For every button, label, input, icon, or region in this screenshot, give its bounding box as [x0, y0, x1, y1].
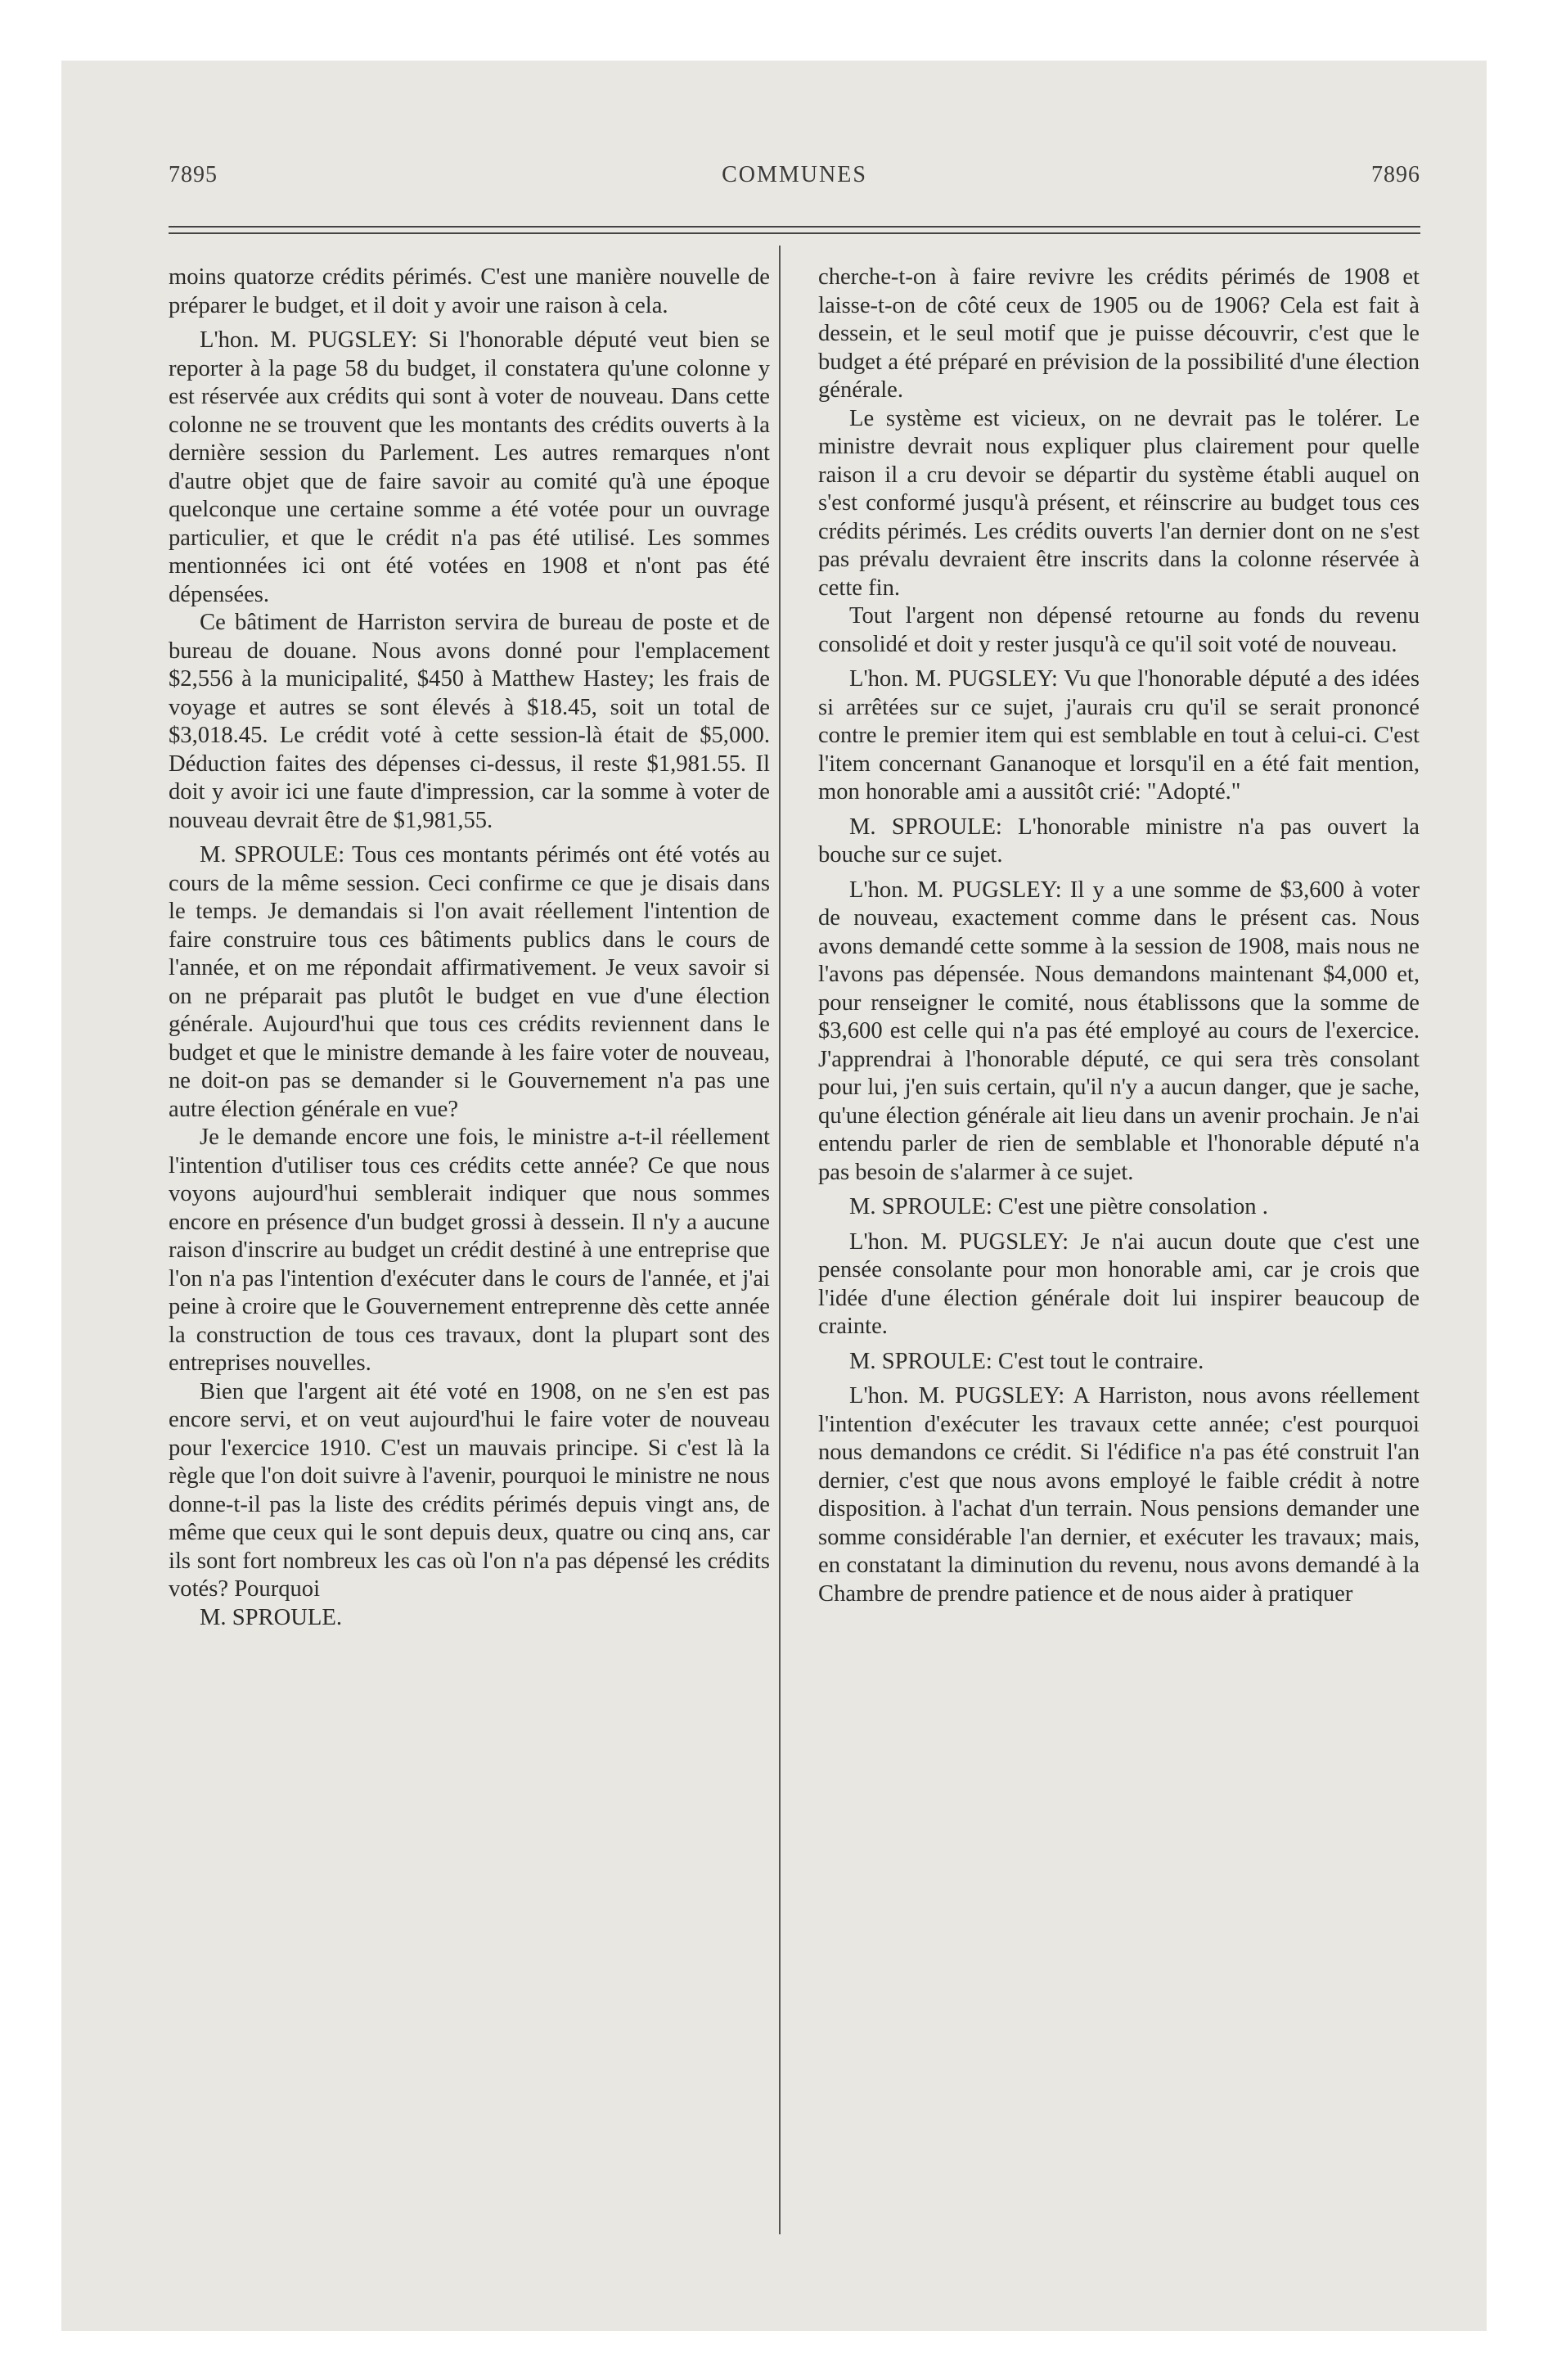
paragraph: M. SPROULE: L'honorable ministre n'a pas ouvert la bouche sur ce sujet. — [818, 814, 1420, 868]
page-number-right: 7896 — [1371, 162, 1420, 187]
speaker-footer: M. SPROULE. — [200, 1604, 342, 1630]
header-rule — [169, 226, 1420, 234]
column-divider — [779, 246, 781, 2234]
paragraph: L'hon. M. PUGSLEY: Je n'ai aucun doute que c'est une pensée consolante pour mon honorable ami, car je crois que l'idée d'une élection générale doit lui inspirer beaucoup de crainte. — [818, 1228, 1420, 1339]
paragraph: M. SPROULE: C'est tout le contraire. — [849, 1348, 1204, 1374]
paragraph: L'hon. M. PUGSLEY: Si l'honorable député veut bien se reporter à la page 58 du budget, il constatera qu'une colonne y est réservée aux crédits qui sont à voter de nouveau. Dans cette colonne ne se trouvent que les montants des crédits ouverts à la dernière session du Parlement. Les autres remarques n'ont d'autre objet que de faire savoir au comité qu'à une époque quelconque une certaine somme a été votée pour un ouvrage particulier, et que le crédit n'a pas été utilisé. Les sommes mentionnées ici ont été votées en 1908 et n'ont pas été dépensées. — [169, 327, 770, 607]
paragraph: Tout l'argent non dépensé retourne au fonds du revenu consolidé et doit y rester jusqu'à ce qu'il soit voté de nouveau. — [818, 603, 1420, 657]
page-header — [169, 162, 1420, 195]
left-column — [169, 264, 770, 1632]
paragraph: Le système est vicieux, on ne devrait pas le tolérer. Le ministre devrait nous expliquer plus clairement pour quelle raison il a cru devoir se départir du système établi auquel on s'est conformé jusqu'à présent, et réinscrire au budget tous ces crédits périmés. Les crédits ouverts l'an dernier dont on ne s'est pas prévalu devraient être inscrits dans la colonne réservée à cette fin. — [818, 405, 1420, 601]
paragraph: moins quatorze crédits périmés. C'est une manière nouvelle de préparer le budget, et il doit y avoir une raison à cela. — [169, 264, 770, 318]
paragraph: M. SPROULE: Tous ces montants périmés ont été votés au cours de la même session. Ceci confirme ce que je disais dans le temps. Je demandais si l'on avait réellement l'intention de faire construire tous ces bâtiments publics dans le cours de l'année, et on me répondait affirmativement. Je veux savoir si on ne préparait pas plutôt le budget en vue d'une élection générale. Aujourd'hui que tous ces crédits reviennent dans le budget et que le ministre demande à les faire voter de nouveau, ne doit-on pas se demander si le Gouvernement n'a pas une autre élection générale en vue? — [169, 842, 770, 1122]
page-number-left: 7895 — [169, 162, 218, 187]
right-column — [818, 264, 1420, 1608]
paragraph: M. SPROULE: C'est une piètre consolation . — [849, 1194, 1268, 1219]
paragraph: Je le demande encore une fois, le ministre a-t-il réellement l'intention d'utiliser tous ces crédits cette année? Ce que nous voyons aujourd'hui semblerait indiquer que nous sommes encore en présence d'un budget grossi à dessein. Il n'y a aucune raison d'inscrire au budget un crédit destiné à une entreprise que l'on n'a pas l'intention d'exécuter dans le cours de l'année, et j'ai peine à croire que le Gouvernement entreprenne dès cette année la construction de tous ces travaux, dont la plupart sont des entreprises nouvelles. — [169, 1125, 770, 1376]
paragraph: Bien que l'argent ait été voté en 1908, on ne s'en est pas encore servi, et on veut aujourd'hui le faire voter de nouveau pour l'exercice 1910. C'est un mauvais principe. Si c'est là la règle que l'on doit suivre à l'avenir, pourquoi le ministre ne nous donne-t-il pas la liste des crédits périmés depuis vingt ans, de même que ceux qui le sont depuis deux, quatre ou cinq ans, car ils sont fort nombreux les cas où l'on n'a pas dépensé les crédits votés? Pourquoi — [169, 1378, 770, 1602]
paragraph: Ce bâtiment de Harriston servira de bureau de poste et de bureau de douane. Nous avons donné pour l'emplacement $2,556 à la municipalité, $450 à Matthew Hastey; les frais de voyage et autres se sont élevés à $18.45, soit un total de $3,018.45. Le crédit voté à cette session-là était de $5,000. Déduction faites des dépenses ci-dessus, il reste $1,981.55. Il doit y avoir ici une faute d'impression, car la somme à voter de nouveau devrait être de $1,981,55. — [169, 610, 770, 833]
page-title: COMMUNES — [722, 162, 867, 187]
paragraph: L'hon. M. PUGSLEY: A Harriston, nous avons réellement l'intention d'exécuter les travaux cette année; c'est pourquoi nous demandons ce crédit. Si l'édifice n'a pas été construit l'an dernier, c'est que nous avons employé le faible crédit à notre disposition. à l'achat d'un terrain. Nous pensions demander une somme considérable l'an dernier, et exécuter les travaux; mais, en constatant la diminution du revenu, nous avons demandé à la Chambre de prendre patience et de nous aider à pratiquer — [818, 1383, 1420, 1607]
paragraph: L'hon. M. PUGSLEY: Vu que l'honorable député a des idées si arrêtées sur ce sujet, j'aurais cru qu'il se serait prononcé contre le premier item qui est semblable en tout à celui-ci. C'est l'item concernant Gananoque et lorsqu'il en a été fait mention, mon honorable ami a aussitôt crié: "Adopté." — [818, 666, 1420, 805]
paragraph: cherche-t-on à faire revivre les crédits périmés de 1908 et laisse-t-on de côté ceux de 1905 ou de 1906? Cela est fait à dessein, et le seul motif que je puisse découvrir, c'est que le budget a été préparé en prévision de la possibilité d'une élection générale. — [818, 264, 1420, 403]
paragraph: L'hon. M. PUGSLEY: Il y a une somme de $3,600 à voter de nouveau, exactement comme dans le présent cas. Nous avons demandé cette somme à la session de 1908, mais nous ne l'avons pas dépensée. Nous demandons maintenant $4,000 et, pour renseigner le comité, nous établissons que la somme de $3,600 est celle qui n'a pas été employé au cours de l'exercice. J'apprendrai à l'honorable député, ce qui sera très consolant pour lui, j'en suis certain, qu'il n'y a aucun danger, que je sache, qu'une élection générale ait lieu dans un avenir prochain. Je n'ai entendu parler de rien de semblable et l'honorable député n'a pas besoin de s'alarmer à ce sujet. — [818, 877, 1420, 1185]
